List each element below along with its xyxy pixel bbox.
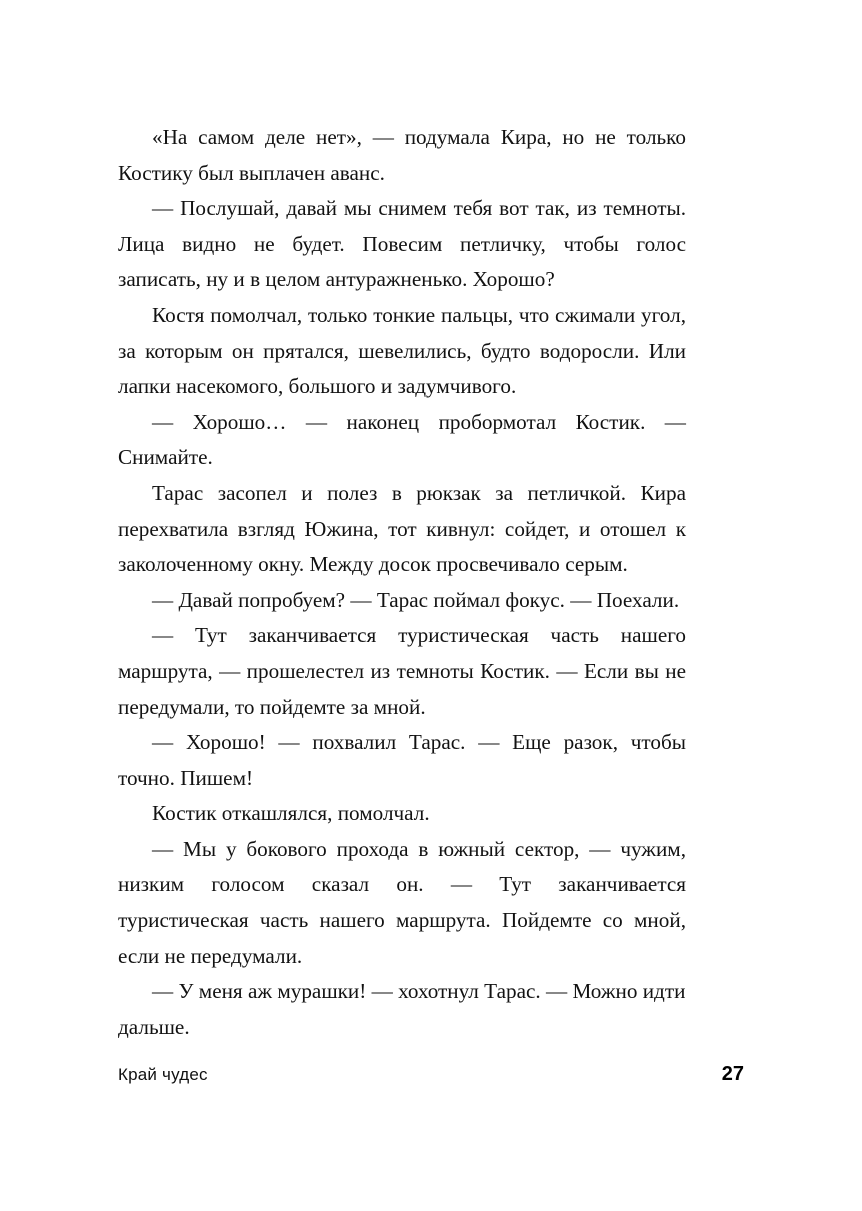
paragraph: Тарас засопел и полез в рюкзак за петличкой. Кира перехватила взгляд Южина, тот кивнул: сойдет, и отошел к заколоченному окну. Между досок просвечивало серым. xyxy=(118,480,686,577)
paragraph: — Давай попробуем? — Тарас поймал фокус. — Поехали. xyxy=(152,587,680,612)
paragraph: Костя помолчал, только тонкие пальцы, что сжимали угол, за которым он прятался, шевелились, будто водоросли. Или лапки насекомого, большого и задумчивого. xyxy=(118,302,686,399)
paragraph: — Хорошо! — похвалил Тарас. — Еще разок, чтобы точно. Пишем! xyxy=(118,730,686,790)
paragraph: Костик откашлялся, помолчал. xyxy=(152,801,430,826)
footer-page-number: 27 xyxy=(721,1063,744,1085)
paragraph: «На самом деле нет», — подумала Кира, но не только Костику был выплачен аванс. xyxy=(118,125,686,185)
paragraph: — Тут заканчивается туристическая часть нашего маршрута, — прошелестел из темноты Костик. — Если вы не передумали, то пойдемте за мной. xyxy=(118,623,686,719)
page-footer xyxy=(118,1063,744,1093)
paragraph: — Послушай, давай мы снимем тебя вот так, из темноты. Лица видно не будет. Повесим петличку, чтобы голос записать, ну и в целом антуражненько. Хорошо? xyxy=(118,196,686,292)
footer-book-title: Край чудес xyxy=(118,1065,208,1084)
paragraph: — У меня аж мурашки! — хохотнул Тарас. — Можно идти дальше. xyxy=(118,979,686,1039)
paragraph: — Хорошо… — наконец пробормотал Костик. — Снимайте. xyxy=(118,409,686,470)
paragraph: — Мы у бокового прохода в южный сектор, — чужим, низким голосом сказал он. — Тут заканчивается туристическая часть нашего маршрута. Пойдемте со мной, если не передумали. xyxy=(118,836,686,968)
page-text-column xyxy=(118,120,686,1045)
